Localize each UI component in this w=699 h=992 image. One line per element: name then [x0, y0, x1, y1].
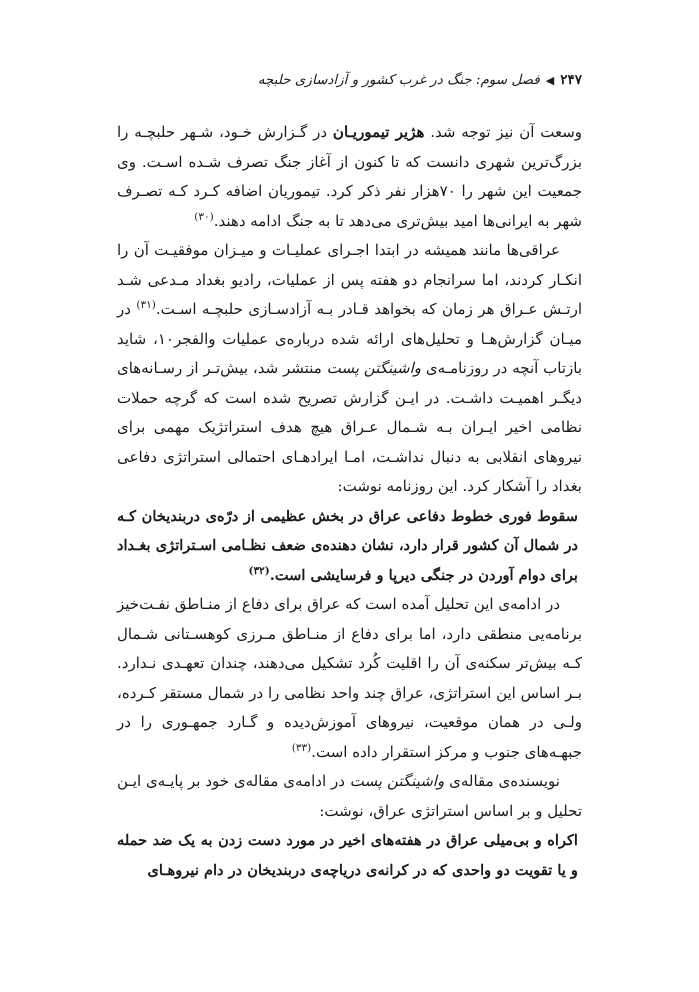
paragraph-4: نویسنده‌ی مقاله‌ی واشینگتن پست در ادامه‌ی مقاله‌ی خود بر پایـه‌ی ایـن تحلیل و بر اساس استراتژی عراق، نوشت: [117, 772, 582, 820]
page-number: ۲۴۷ [560, 72, 582, 88]
footnote-ref: (۳۱) [136, 299, 156, 311]
newspaper-name: واشینگتن پست [349, 772, 445, 790]
triangle-marker-icon: ◀ [545, 73, 555, 87]
footnote-ref: (۳۲) [248, 564, 270, 577]
block-quote-1: سقوط فوری خطوط دفاعی عراق در بخش عظیمی از درّه‌ی دربندیخان کـه در شمال آن کشور قرار دارد، نشان دهنده‌ی ضعف نظـامی اسـتراتژی بغـداد برای دوام آوردن در جنگی دیرپا و فرسایشی است.$^{(۳۲)}$ [117, 507, 578, 584]
footnote-ref: (۳۳) [291, 741, 312, 754]
block-quote-2: اکراه و بی‌میلی عراق در هفته‌های اخیر در مورد دست زدن به یک ضد حمله و یا تقویت دو واحدی که در کرانه‌ی دریاچه‌ی دربندیخان در دام نیروهـای [117, 832, 578, 879]
footnote-ref: (۳۰) [194, 210, 214, 223]
person-name: هژیر تیموریـان [332, 123, 425, 141]
paragraph-3: در ادامه‌ی این تحلیل آمده است که عراق برای دفاع از منـاطق نفـت‌خیز برنامه‌یی منطقی دارد، اما برای دفاع از منـاطق مـرزی کوهسـتانی شـمال کـه بیش‌تر سکنه‌ی آن را اقلیت کُرد تشکیل می‌دهند، چندان تعهـدی نـدارد. بـر اساس این استراتژی، عراق چند واحد نظامی را در شمال مستقر کـرده، ولـی در همان موقعیت، نیروهای آموزش‌دیده و گـارد جمهـوری را در جبهـه‌های جنوب و مرکز استقرار داده است.$^{(۳۳)}$ [117, 595, 582, 761]
chapter-title: فصل سوم: جنگ در غرب کشور و آزادسازی حلبچه [257, 72, 540, 88]
newspaper-name: واشینگتن پست [326, 359, 422, 377]
body-text [117, 118, 582, 885]
running-header [117, 72, 582, 88]
paragraph-1: وسعت آن نیز توجه شد. هژیر تیموریـان در گـزارش خـود، شـهر حلبچـه را بزرگ‌ترین شهری دانست که تا کنون از آغاز جنگ تصرف شـده اسـت. وی جمعیت این شهر را ۷۰هزار نفر ذکر کرد. تیموریان اضافه کـرد کـه تصـرف شهر به ایرانی‌ها امید بیش‌تری می‌دهد تا به جنگ ادامه دهند.$^{(۳۰)}$ [117, 123, 583, 230]
paragraph-2: عراقی‌ها مانند همیشه در ابتدا اجـرای عملیـات و میـزان موفقیـت آن را انکـار کردند، اما سرانجام دو هفته پس از عملیات، رادیو بغداد مـدعی شـد ارتـش عـراق هر زمان که بخواهد قـادر بـه آزادسـازی حلبچـه اسـت.$^{(۳۱)}$ در میـان گزارش‌هـا و تحلیل‌های ارائه شده درباره‌ی عملیات والفجر۱۰، شاید بازتاب آنچه در روزنامـه‌ی واشینگتن پست منتشر شد، بیش‌تـر از رسـانه‌های دیگـر اهمیـت داشـت. در ایـن گزارش تصریح شده است که گرچه حملات نظامی اخیر ایـران بـه شـمال عـراق هیچ هدف استراتژیک مهمی برای نیروهای انقلابی به دنبال نداشـت، امـا ایرادهـای احتمالی استراتژی دفاعی بغداد را آشکار کرد. این روزنامه نوشت: [117, 241, 582, 495]
